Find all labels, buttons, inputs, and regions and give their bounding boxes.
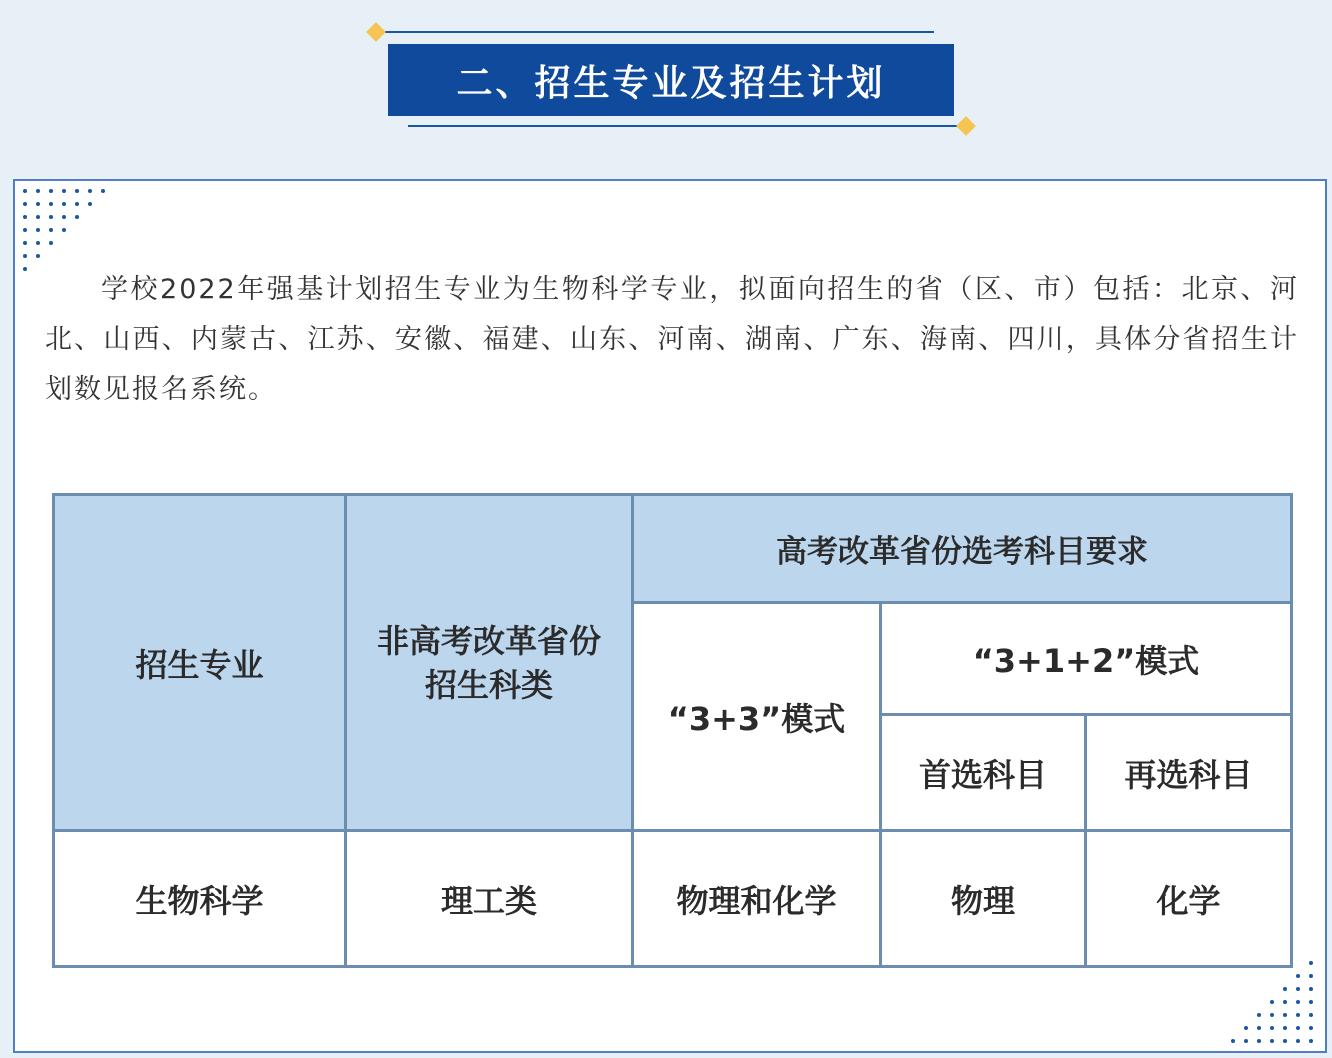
header-second-choice: 再选科目	[1086, 715, 1292, 831]
decorative-dot	[1296, 1013, 1300, 1017]
decorative-dot	[1296, 1026, 1300, 1030]
decorative-dot	[1244, 1026, 1248, 1030]
decorative-dot	[1283, 1026, 1287, 1030]
decorative-dot	[1257, 1013, 1261, 1017]
decorative-dot	[1270, 1013, 1274, 1017]
decorative-dot	[49, 202, 53, 206]
decorative-dot	[62, 215, 66, 219]
decorative-dot	[1244, 1039, 1248, 1043]
decorative-dot	[1283, 1000, 1287, 1004]
title-line-top	[376, 31, 934, 33]
header-reform-requirements: 高考改革省份选考科目要求	[633, 495, 1292, 603]
decorative-dot	[62, 189, 66, 193]
decorative-dot	[1283, 1039, 1287, 1043]
decorative-dot	[23, 189, 27, 193]
decorative-dot	[36, 215, 40, 219]
decorative-dot	[23, 267, 27, 271]
decorative-dot	[49, 228, 53, 232]
decorative-dot	[1257, 1026, 1261, 1030]
decorative-dot	[1309, 974, 1313, 978]
decorative-dot	[49, 189, 53, 193]
decorative-dot	[62, 228, 66, 232]
cell-major: 生物科学	[54, 831, 346, 967]
decorative-dot	[1270, 1026, 1274, 1030]
diamond-decoration-icon	[366, 22, 386, 42]
decorative-dot	[88, 202, 92, 206]
decorative-dot	[23, 254, 27, 258]
header-non-reform-text: 非高考改革省份招生科类	[376, 621, 601, 704]
decorative-dot	[1270, 1039, 1274, 1043]
header-first-choice: 首选科目	[881, 715, 1086, 831]
decorative-dot	[1309, 1026, 1313, 1030]
decorative-dot	[36, 202, 40, 206]
decorative-dot	[1270, 1000, 1274, 1004]
cell-second-choice: 化学	[1086, 831, 1292, 967]
decorative-dot	[1296, 974, 1300, 978]
decorative-dot	[1296, 987, 1300, 991]
header-non-reform-category	[346, 495, 633, 831]
intro-paragraph: 学校2022年强基计划招生专业为生物科学专业，拟面向招生的省（区、市）包括：北京、河北、山西、内蒙古、江苏、安徽、福建、山东、河南、湖南、广东、海南、四川，具体分省招生计划数见报名系统。	[45, 274, 1299, 405]
decorative-dot	[75, 215, 79, 219]
diamond-decoration-icon	[956, 116, 976, 136]
title-line-bottom	[408, 125, 966, 127]
header-mode-3-3: “3+3”模式	[633, 603, 881, 831]
decorative-dot	[1283, 987, 1287, 991]
decorative-dot	[1309, 961, 1313, 965]
decorative-dot	[1296, 1000, 1300, 1004]
header-major: 招生专业	[54, 495, 346, 831]
decorative-dot	[49, 215, 53, 219]
decorative-dot	[101, 189, 105, 193]
decorative-dot	[36, 241, 40, 245]
section-title: 二、招生专业及招生计划	[388, 44, 954, 116]
decorative-dot	[1309, 1000, 1313, 1004]
cell-mode-3-3-subjects: 物理和化学	[633, 831, 881, 967]
decorative-dot	[36, 228, 40, 232]
decorative-dot	[1283, 1013, 1287, 1017]
decorative-dot	[75, 202, 79, 206]
cell-category: 理工类	[346, 831, 633, 967]
table-row	[54, 831, 1292, 967]
decorative-dot	[1257, 1039, 1261, 1043]
decorative-dot	[88, 189, 92, 193]
decorative-dot	[75, 189, 79, 193]
decorative-dot	[23, 228, 27, 232]
section-header	[0, 0, 1332, 178]
decorative-dot	[23, 241, 27, 245]
decorative-dot	[23, 202, 27, 206]
decorative-dot	[1296, 1039, 1300, 1043]
decorative-dot	[23, 215, 27, 219]
decorative-dot	[1309, 1039, 1313, 1043]
decorative-dot	[36, 189, 40, 193]
decorative-dot	[49, 241, 53, 245]
plan-table-wrapper	[52, 493, 1293, 968]
cell-first-choice: 物理	[881, 831, 1086, 967]
decorative-dot	[36, 254, 40, 258]
decorative-dot	[1309, 987, 1313, 991]
enrollment-plan-table	[52, 493, 1293, 968]
content-panel	[13, 179, 1327, 1053]
decorative-dot	[1309, 1013, 1313, 1017]
header-mode-3-1-2: “3+1+2”模式	[881, 603, 1292, 715]
decorative-dot	[1231, 1039, 1235, 1043]
decorative-dot	[62, 202, 66, 206]
